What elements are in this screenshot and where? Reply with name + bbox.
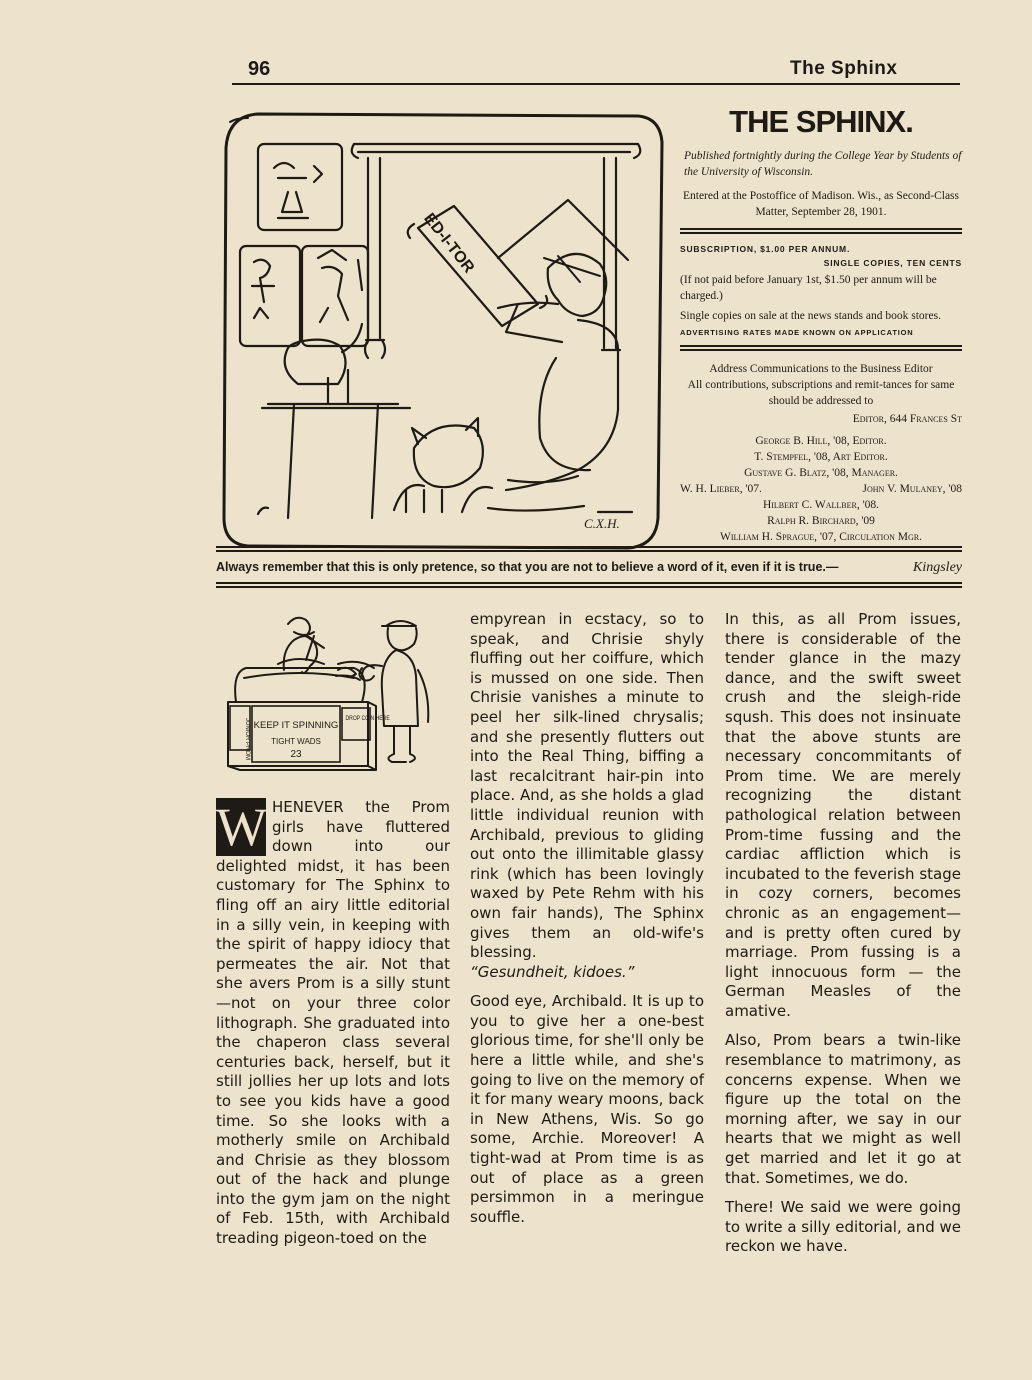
drop-coin-label: DROP COIN HERE [345, 715, 390, 723]
cartoon-slot-machine [218, 606, 454, 782]
sign-number: 23 [290, 749, 302, 760]
article-column-3 [725, 610, 961, 1267]
sphinx-cat [414, 426, 483, 488]
address-line-1: Address Communications to the Business Editor [709, 363, 933, 375]
staff-manager: Gustave G. Blatz, '08, Manager. [744, 467, 898, 479]
staff-pair [680, 481, 962, 497]
news-stands-note: Single copies on sale at the news stands and book stores. [680, 310, 941, 322]
sign-sub: TIGHT WADS [271, 737, 321, 746]
masthead-subtitle: Published fortnightly during the College Year by Students of the University of Wisconsin. [684, 150, 962, 178]
header-rule [232, 83, 960, 85]
article-column-1 [216, 798, 450, 1259]
masthead-title: THE SPHINX. [729, 104, 913, 139]
staff-sprague: William H. Sprague, '07, Circulation Mgr. [719, 531, 922, 543]
single-copies-price: SINGLE COPIES, TEN CENTS [823, 258, 962, 268]
coin-slot-panel [342, 708, 370, 740]
article-column-2 [470, 610, 704, 1237]
editor-address: Editor, 644 Frances St [852, 413, 962, 425]
staff-editor: George B. Hill, '08, Editor. [755, 435, 887, 447]
column-1-paragraph [216, 798, 450, 1249]
man-coat [382, 650, 418, 726]
quote-text: Always remember that this is only pretence, so that you are not to believe a word of it, even if it is true.— [216, 560, 839, 574]
running-title: The Sphinx [790, 58, 898, 79]
kingsley-quote [216, 560, 962, 576]
subscription-price: SUBSCRIPTION, $1.00 PER ANNUM. [680, 244, 851, 254]
advertising-note: ADVERTISING RATES MADE KNOWN ON APPLICATION [680, 328, 914, 337]
page-number: 96 [248, 58, 271, 80]
figure-head [548, 254, 607, 316]
pyramid [498, 200, 628, 260]
masthead-entry: Entered at the Postoffice of Madison. Wis., as Second-Class Matter, September 28, 1901. [682, 190, 960, 218]
hieroglyph-panel-left [240, 246, 300, 346]
drop-cap-letter: W [216, 797, 267, 857]
column-1-text: HENEVER the Prom girls have fluttered down into our delighted midst, it has been customary for The Sphinx to fling off an airy little editorial in a silly vein, in keeping with the spirit of happy idiocy that permeates the air. Not that she avers Prom is a silly stunt—not on your three color lithograph. She graduated into the chaperon class several centuries back, herself, but it still jollies her up lots and lots to see you kids have a good time. So she looks with a motherly smile on Archibald and Chrisie as they blossom out of the hack and plunge into the gym jam on the night of Feb. 15th, with Archibald treading pigeon-toed on the [216, 798, 450, 1248]
sign-main: KEEP IT SPINNING [253, 720, 339, 731]
artist-signature: C.X.H. [584, 516, 620, 531]
table [262, 404, 410, 518]
man-head [382, 621, 417, 650]
address-line-2: All contributions, subscriptions and remit-tances for same should be addressed to [687, 379, 955, 407]
column-2-paragraph-1: empyrean in ecstacy, so to speak, and Chrisie shyly fluffing out her coiffure, which is mussed on one side. Then Chrisie vanishes a minute to peel her silk-lined chrysalis; and she presently flutters out into the Real Thing, biffing a last recalcitrant hair-pin into place. And, as she holds a glad little individual reunion with Archibald, previous to gliding out onto the illimitable glassy rink (which has been lovingly waxed by Pete Rehm with his own fair hands), The Sphinx gives them an old-wife's blessing. “Gesundheit, kidoes.” [470, 610, 704, 981]
column-2-paragraph-2: Good eye, Archibald. It is up to you to give her a one-best glorious time, for she'll only be here a little while, and she's going to live on the memory of it for many weary moons, back in New Athens, Wis. So go some, Archie. Moreover! A tight-wad at Prom time is as out of place as a green persimmon in a meringue souffle. [470, 992, 704, 1226]
staff-lieber: W. H. Lieber, '07. [680, 483, 762, 495]
quote-rule-bottom [216, 582, 962, 588]
quote-author: Kingsley [913, 560, 962, 575]
quote-rule-top [216, 546, 962, 552]
lintel [352, 144, 641, 158]
column-3-paragraph-3: There! We said we were going to write a silly editorial, and we reckon we have. [725, 1198, 961, 1256]
editor-illustration [218, 108, 668, 554]
column-3-paragraph-1: In this, as all Prom issues, there is considerable of the tender glance in the mazy dance, and the swift sweet crush and the sleigh-ride sqush. This does not insinuate that the above stunts are necessary concommitants of Prom time. We are merely recognizing the distant pathological relation between Prom-time fussing and the cardiac affliction which is incubated to the feverish stage in cozy corners, becomes chronic as an engagement—and is pretty often cured by marriage. Prom fussing is a light innocuous form — the German Measles of the amative. [725, 610, 961, 1020]
masthead [680, 104, 962, 545]
staff-mulaney: John V. Mulaney, '08 [862, 483, 962, 495]
column-3-paragraph-2: Also, Prom bears a twin-like resemblance to matrimony, as concerns expense. When we figure up the total on the morning after, we say in our hearts that we might as well get married and let it go at that. Sometimes, we do. [725, 1031, 961, 1187]
scroll-text: ED-I-TOR [420, 210, 478, 277]
staff-art-editor: T. Stempfel, '08, Art Editor. [754, 451, 888, 463]
junior-prom-label: JUNIOR PROM [244, 718, 250, 760]
late-payment-note: (If not paid before January 1st, $1.50 per annum will be charged.) [680, 274, 937, 302]
masthead-rule [680, 228, 962, 234]
masthead-rule-2 [680, 345, 962, 351]
staff-wallber: Hilbert C. Wallber, '08. [762, 499, 880, 511]
staff-birchard: Ralph R. Birchard, '09 [767, 515, 875, 527]
gesundheit-quote: “Gesundheit, kidoes.” [470, 962, 635, 981]
